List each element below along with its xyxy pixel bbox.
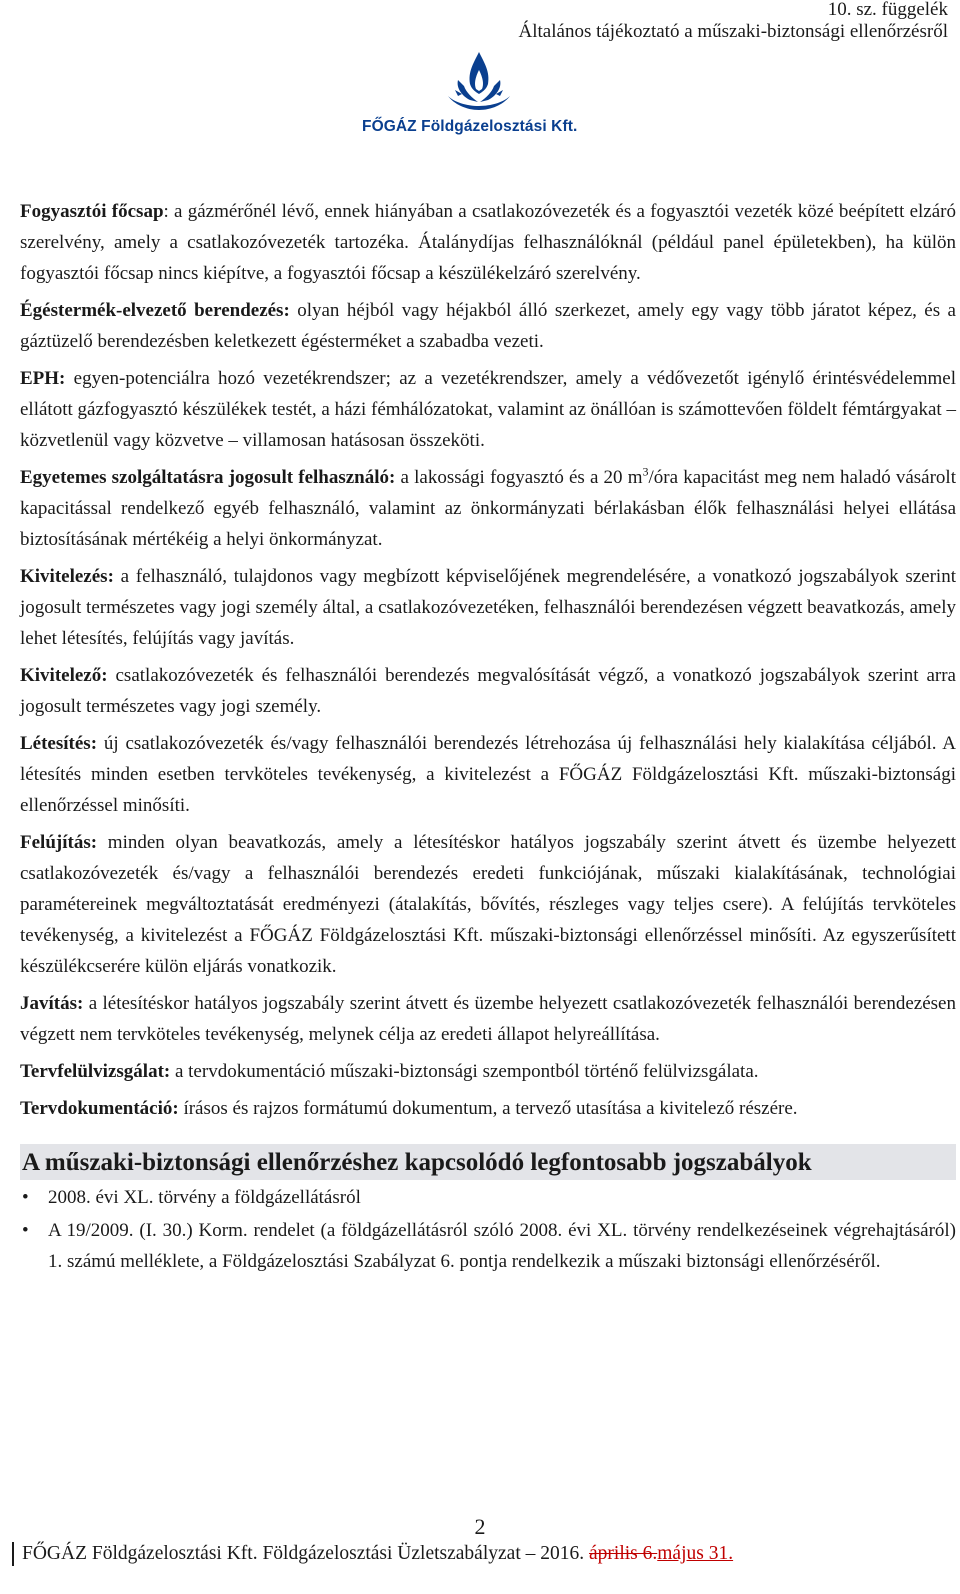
appendix-label: 10. sz. függelék <box>827 0 948 20</box>
bullet-icon: • <box>22 1187 29 1208</box>
footer-text: FŐGÁZ Földgázelosztási Kft. Földgázelosztási Üzletszabályzat – 2016. <box>22 1543 589 1564</box>
definition-text: a létesítéskor hatályos jogszabály szerint átvett és üzembe helyezett csatlakozóvezeték felhasználói berendezésen végzett nem tervköteles tevékenység, melynek célja az eredeti állapot helyreállítása. <box>20 993 956 1045</box>
list-item-text: A 19/2009. (I. 30.) Korm. rendelet (a földgázellátásról szóló 2008. évi XL. törvény rendelkezéseinek végrehajtásáról) 1. számú melléklete, a Földgázelosztási Szabályzat 6. pontja rendelkezik a műszaki biztonsági ellenőrzéséről. <box>48 1220 956 1272</box>
definition-text: olyan héjból vagy héjakból álló szerkezet, amely egy vagy több járatot képez, és a gáztüzelő berendezésben keletkezett égésterméket a szabadba vezeti. <box>20 300 956 352</box>
definition-text: egyen-potenciálra hozó vezetékrendszer; az a vezetékrendszer, amely a védővezetőt igénylő érintésvédelemmel ellátott gázfogyasztó készülékek testét, a házi fémhálózatokat, valamint az önállóan is számottevően földelt fémtárgyakat – közvetlenül vagy közvetve – villamosan hatásosan összeköti. <box>20 368 956 451</box>
definition-javitas <box>20 988 956 1050</box>
definition-egestermek-elvezeto <box>20 295 956 357</box>
definition-text: a tervdokumentáció műszaki-biztonsági szempontból történő felülvizsgálata. <box>170 1061 759 1082</box>
definition-term: Fogyasztói főcsap <box>20 201 164 222</box>
definition-eph <box>20 363 956 456</box>
definition-text: minden olyan beavatkozás, amely a létesítéskor hatályos jogszabály szerint átvett és üzembe helyezett csatlakozóvezeték és/vagy a felhasználói berendezés eredeti funkciójának, műszaki kialakításának, technológiai paramétereinek megváltoztatását eredményezi (átalakítás, bővítés, részleges vagy teljes csere). A felújítás tervköteles tevékenység, a kivitelezést a FŐGÁZ Földgázelosztási Kft. műszaki-biztonsági ellenőrzéssel minősíti. Az egyszerűsített készülékcserére külön eljárás vonatkozik. <box>20 832 956 977</box>
unit-superscript: 3 <box>642 464 649 479</box>
company-logo <box>362 50 612 140</box>
definition-term: Létesítés: <box>20 733 98 754</box>
definition-term: Egyetemes szolgáltatásra jogosult felhasználó: <box>20 467 396 488</box>
definition-text: csatlakozóvezeték és felhasználói berendezés megvalósítását végző, a vonatkozó jogszabályok szerint arra jogosult természetes vagy jogi személy. <box>20 665 956 717</box>
definition-term: Kivitelező: <box>20 665 108 686</box>
definition-tervdokumentacio <box>20 1093 956 1124</box>
legislation-list <box>20 1182 956 1277</box>
definition-fogyasztoi-focsap <box>20 196 956 289</box>
section-heading-legislation: A műszaki-biztonsági ellenőrzéshez kapcsolódó legfontosabb jogszabályok <box>20 1144 956 1180</box>
definition-term: Felújítás: <box>20 832 98 853</box>
document-body <box>20 196 956 1279</box>
definition-kivitelezo <box>20 660 956 722</box>
flame-logo-icon <box>362 50 612 120</box>
definition-term: Tervfelülvizsgálat: <box>20 1061 171 1082</box>
definition-text: írásos és rajzos formátumú dokumentum, a tervező utasítása a kivitelező részére. <box>178 1098 798 1119</box>
definition-term: EPH: <box>20 368 66 389</box>
list-item-text: 2008. évi XL. törvény a földgázellátásról <box>48 1187 361 1208</box>
definition-letesites <box>20 728 956 821</box>
definition-term: Tervdokumentáció: <box>20 1098 179 1119</box>
definition-term: Kivitelezés: <box>20 566 114 587</box>
page-number: 2 <box>474 1514 486 1539</box>
definition-text: a lakossági fogyasztó és a 20 m <box>395 467 643 488</box>
definition-text: a gázmérőnél lévő, ennek hiányában a csatlakozóvezeték és a fogyasztói vezeték közé beépített elzáró szerelvény, amely a csatlakozóvezeték tartozéka. Átalánydíjas felhasználóknál (például panel épületekben), ha külön fogyasztói főcsap nincs kiépítve, a fogyasztói főcsap a készülékelzáró szerelvény. <box>20 201 956 284</box>
definition-term: Égéstermék-elvezető berendezés: <box>20 300 290 321</box>
definition-tervfelulvizsgalat <box>20 1056 956 1087</box>
list-item <box>20 1182 956 1213</box>
list-item <box>20 1215 956 1277</box>
definition-text: a felhasználó, tulajdonos vagy megbízott képviselőjének megrendelésére, a vonatkozó jogszabályok szerint jogosult természetes vagy jogi személy által, a csatlakozóvezetéken, felhasználói berendezésen végzett beavatkozás, amely lehet létesítés, felújítás vagy javítás. <box>20 566 956 649</box>
page-footer <box>12 1542 733 1566</box>
bullet-icon: • <box>22 1220 29 1241</box>
definition-separator: : <box>163 201 169 222</box>
definition-text: új csatlakozóvezeték és/vagy felhasználói berendezés létrehozása új felhasználási hely kialakítása céljából. A létesítés minden esetben tervköteles tevékenység, a kivitelezést a FŐGÁZ Földgázelosztási Kft. műszaki-biztonsági ellenőrzéssel minősíti. <box>20 733 956 816</box>
definition-text-continued: /óra kapacitást meg nem haladó vásárolt kapacitással rendelkező egyéb felhasználó, valamint az önkormányzati bérlakásban élők felhasználási helyei ellátása biztosításának mértékéig a helyi önkormányzat. <box>20 467 956 550</box>
footer-inserted-date: május 31. <box>657 1543 734 1564</box>
definition-kivitelezes <box>20 561 956 654</box>
logo-company-name: FŐGÁZ Földgázelosztási Kft. <box>362 118 578 135</box>
document-subtitle: Általános tájékoztató a műszaki-biztonsági ellenőrzésről <box>518 21 948 42</box>
definition-term: Javítás: <box>20 993 84 1014</box>
footer-deleted-date: április 6. <box>589 1543 658 1564</box>
definition-egyetemes-szolgaltatas <box>20 462 956 555</box>
definition-felujitas <box>20 827 956 982</box>
